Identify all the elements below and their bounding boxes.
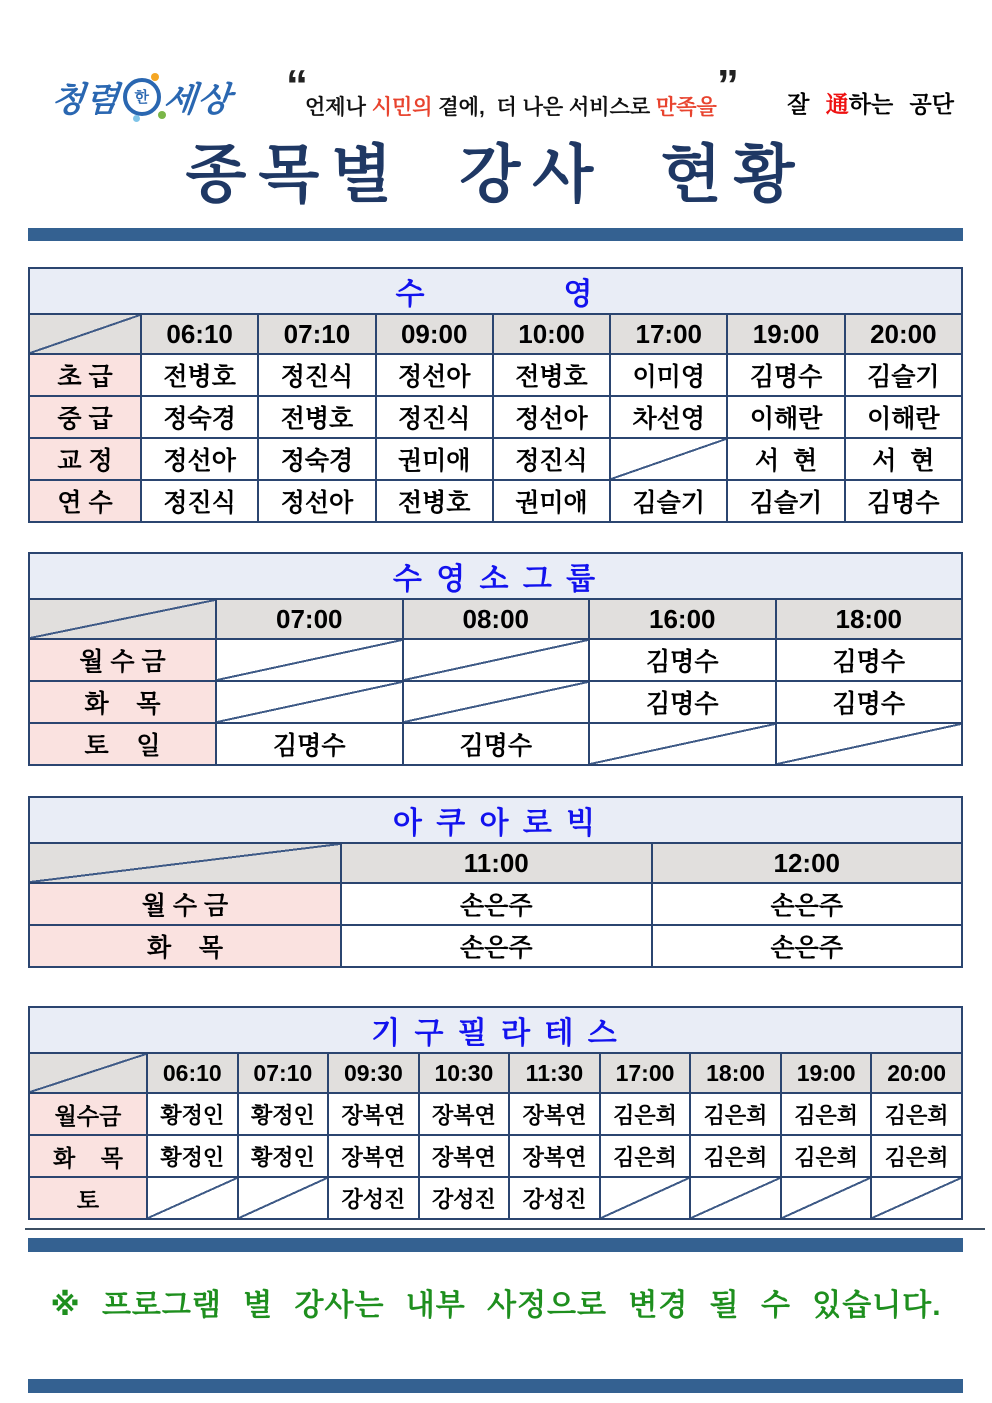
row-label: 월수금 <box>29 1093 147 1135</box>
time-header: 17:00 <box>600 1053 691 1093</box>
instructor-cell: 손은주 <box>341 883 652 925</box>
empty-diagonal-cell <box>216 681 403 723</box>
instructor-cell: 정선아 <box>141 438 258 480</box>
table-title-swimming-small-group: 수 영 소 그 룹 <box>29 553 962 599</box>
instructor-cell: 이미영 <box>610 354 727 396</box>
instructor-cell: 이해란 <box>845 396 962 438</box>
logo-text-left: 청렴 <box>49 81 122 119</box>
divider-bar-middle <box>28 1238 963 1252</box>
time-header: 10:30 <box>419 1053 510 1093</box>
time-header: 18:00 <box>776 599 963 639</box>
row-label: 토 <box>29 1177 147 1219</box>
row-label: 교 정 <box>29 438 141 480</box>
instructor-cell: 정선아 <box>493 396 610 438</box>
service-slogan-quote <box>286 61 736 121</box>
footer-note: ※ 프로그램 별 강사는 내부 사정으로 변경 될 수 있습니다. <box>50 1289 942 1322</box>
instructor-cell: 김명수 <box>403 723 590 765</box>
time-header: 19:00 <box>781 1053 872 1093</box>
time-header: 07:00 <box>216 599 403 639</box>
empty-diagonal-cell <box>781 1177 872 1219</box>
time-header: 12:00 <box>652 843 963 883</box>
instructor-cell: 권미애 <box>493 480 610 522</box>
quote-segment: 곁에, 더 나은 서비스로 <box>432 96 656 119</box>
time-header: 10:00 <box>493 314 610 354</box>
instructor-cell: 김명수 <box>845 480 962 522</box>
instructor-cell: 장복연 <box>419 1135 510 1177</box>
instructor-cell: 서 현 <box>727 438 844 480</box>
logo-dot-orange-icon <box>151 73 159 81</box>
quote-segment-red: 만족을 <box>655 96 717 119</box>
time-header: 06:10 <box>147 1053 238 1093</box>
time-header: 09:00 <box>376 314 493 354</box>
instructor-cell: 김은희 <box>600 1135 691 1177</box>
instructor-cell: 김명수 <box>589 639 776 681</box>
instructor-cell: 손은주 <box>652 883 963 925</box>
row-label: 월 수 금 <box>29 639 216 681</box>
row-label: 월 수 금 <box>29 883 341 925</box>
empty-diagonal-cell <box>216 639 403 681</box>
instructor-cell: 전병호 <box>493 354 610 396</box>
time-header: 20:00 <box>871 1053 962 1093</box>
instructor-cell: 정진식 <box>376 396 493 438</box>
time-header: 11:30 <box>509 1053 600 1093</box>
instructor-cell: 김슬기 <box>727 480 844 522</box>
row-label: 중 급 <box>29 396 141 438</box>
empty-diagonal-cell <box>610 438 727 480</box>
table-title-equipment-pilates: 기 구 필 라 테 스 <box>29 1007 962 1053</box>
instructor-cell: 차선영 <box>610 396 727 438</box>
corner-diagonal-cell <box>29 1053 147 1093</box>
instructor-cell: 정숙경 <box>141 396 258 438</box>
logo-text-right: 세상 <box>161 81 234 119</box>
tong-character: 通 <box>825 91 849 117</box>
time-header: 07:10 <box>258 314 375 354</box>
row-label: 토 일 <box>29 723 216 765</box>
instructor-cell: 정진식 <box>258 354 375 396</box>
empty-diagonal-cell <box>403 681 590 723</box>
tong-slogan-pre: 잘 <box>787 91 826 117</box>
time-header: 19:00 <box>727 314 844 354</box>
instructor-cell: 정선아 <box>376 354 493 396</box>
instructor-cell: 김은희 <box>690 1135 781 1177</box>
instructor-cell: 정숙경 <box>258 438 375 480</box>
table-title-swimming: 수 영 <box>29 268 962 314</box>
quote-segment: 언제나 <box>305 96 372 119</box>
time-header: 09:30 <box>328 1053 419 1093</box>
instructor-cell: 강성진 <box>328 1177 419 1219</box>
instructor-cell: 강성진 <box>419 1177 510 1219</box>
instructor-cell: 김명수 <box>776 639 963 681</box>
instructor-cell: 김슬기 <box>845 354 962 396</box>
instructor-cell: 장복연 <box>328 1135 419 1177</box>
instructor-cell: 정선아 <box>258 480 375 522</box>
instructor-cell: 강성진 <box>509 1177 600 1219</box>
instructor-cell: 장복연 <box>328 1093 419 1135</box>
tong-slogan-post: 하는 공단 <box>848 91 954 117</box>
row-label: 연 수 <box>29 480 141 522</box>
instructor-cell: 황정인 <box>147 1093 238 1135</box>
row-label: 초 급 <box>29 354 141 396</box>
instructor-cell: 장복연 <box>419 1093 510 1135</box>
instructor-cell: 손은주 <box>341 925 652 967</box>
instructor-cell: 장복연 <box>509 1093 600 1135</box>
table-aquarobics <box>28 796 963 968</box>
instructor-cell: 김은희 <box>690 1093 781 1135</box>
corner-diagonal-cell <box>29 314 141 354</box>
empty-diagonal-cell <box>690 1177 781 1219</box>
instructor-cell: 전병호 <box>141 354 258 396</box>
instructor-cell: 정진식 <box>141 480 258 522</box>
instructor-cell: 장복연 <box>509 1135 600 1177</box>
instructor-cell: 전병호 <box>376 480 493 522</box>
logo-emblem-circle-icon <box>123 78 161 116</box>
table-equipment-pilates <box>28 1006 963 1220</box>
logo-dot-blue-icon <box>133 115 140 122</box>
divider-bar-bottom <box>28 1379 963 1393</box>
instructor-cell: 김명수 <box>727 354 844 396</box>
instructor-cell: 이해란 <box>727 396 844 438</box>
table-swimming <box>28 267 963 523</box>
close-quote-mark-icon: ” <box>716 61 736 110</box>
time-header: 06:10 <box>141 314 258 354</box>
corner-diagonal-cell <box>29 599 216 639</box>
table-swimming-small-group <box>28 552 963 766</box>
row-label: 화 목 <box>29 925 341 967</box>
instructor-cell: 김명수 <box>216 723 403 765</box>
instructor-cell: 정진식 <box>493 438 610 480</box>
page-header <box>0 0 992 241</box>
instructor-cell: 김은희 <box>781 1135 872 1177</box>
empty-diagonal-cell <box>871 1177 962 1219</box>
page-title: 종목별 강사 현황 <box>185 140 807 210</box>
quote-segment-red: 시민의 <box>371 96 433 119</box>
footer-thin-rule <box>25 1228 985 1230</box>
instructor-cell: 김명수 <box>589 681 776 723</box>
organization-logo <box>49 72 234 121</box>
instructor-cell: 서 현 <box>845 438 962 480</box>
tables-area <box>0 267 992 1220</box>
corner-diagonal-cell <box>29 843 341 883</box>
time-header: 17:00 <box>610 314 727 354</box>
instructor-cell: 전병호 <box>258 396 375 438</box>
instructor-cell: 김은희 <box>871 1135 962 1177</box>
instructor-cell: 황정인 <box>238 1093 329 1135</box>
instructor-cell: 김은희 <box>781 1093 872 1135</box>
empty-diagonal-cell <box>238 1177 329 1219</box>
logo-emblem-char: 한 <box>134 89 149 106</box>
time-header: 07:10 <box>238 1053 329 1093</box>
instructor-cell: 황정인 <box>238 1135 329 1177</box>
open-quote-mark-icon: “ <box>286 61 305 110</box>
empty-diagonal-cell <box>589 723 776 765</box>
row-label: 화 목 <box>29 1135 147 1177</box>
empty-diagonal-cell <box>403 639 590 681</box>
instructor-cell: 황정인 <box>147 1135 238 1177</box>
instructor-cell: 김은희 <box>871 1093 962 1135</box>
time-header: 16:00 <box>589 599 776 639</box>
time-header: 20:00 <box>845 314 962 354</box>
divider-bar-top <box>28 228 963 241</box>
instructor-cell: 김명수 <box>776 681 963 723</box>
time-header: 08:00 <box>403 599 590 639</box>
instructor-cell: 김슬기 <box>610 480 727 522</box>
time-header: 18:00 <box>690 1053 781 1093</box>
empty-diagonal-cell <box>147 1177 238 1219</box>
instructor-cell: 김은희 <box>600 1093 691 1135</box>
time-header: 11:00 <box>341 843 652 883</box>
empty-diagonal-cell <box>600 1177 691 1219</box>
row-label: 화 목 <box>29 681 216 723</box>
table-title-aquarobics: 아 쿠 아 로 빅 <box>29 797 962 843</box>
tong-slogan <box>787 86 954 119</box>
empty-diagonal-cell <box>776 723 963 765</box>
instructor-cell: 권미애 <box>376 438 493 480</box>
instructor-cell: 손은주 <box>652 925 963 967</box>
